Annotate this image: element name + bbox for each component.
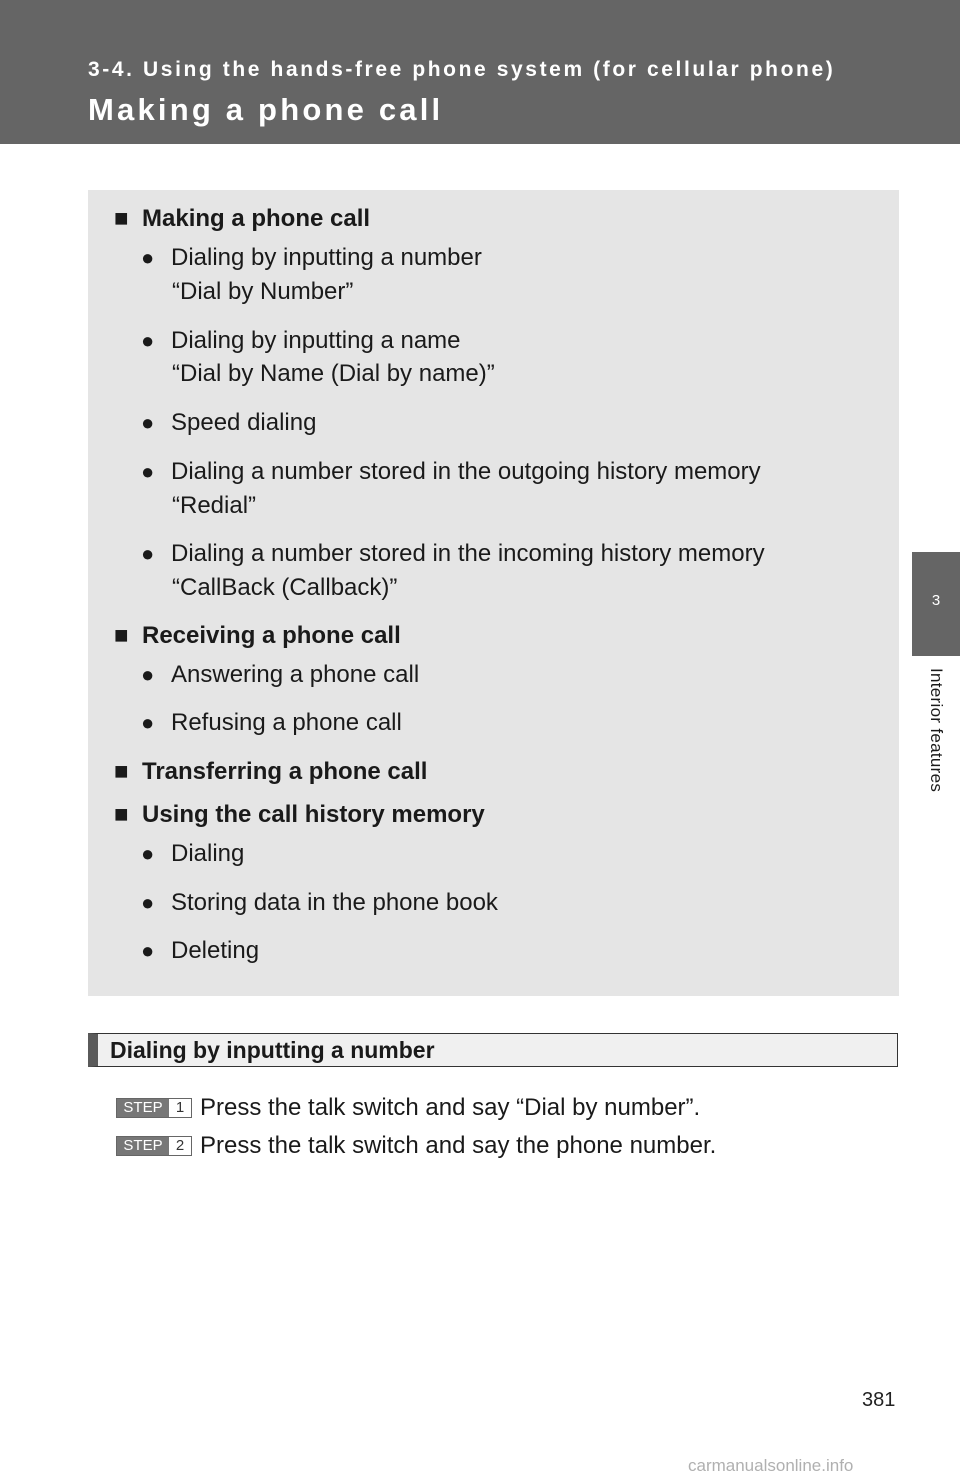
summary-heading-receiving: ■ Receiving a phone call <box>114 622 401 649</box>
step-text: Press the talk switch and say the phone number. <box>200 1132 717 1159</box>
step-text: Press the talk switch and say “Dial by number”. <box>200 1094 701 1121</box>
watermark: carmanualsonline.info <box>688 1456 854 1475</box>
bullet-icon: ● <box>141 541 155 566</box>
list-item: ● Refusing a phone call <box>141 709 402 736</box>
list-item: ● Dialing by inputting a name <box>141 327 461 354</box>
bullet-icon: ● <box>141 410 155 435</box>
section-heading-dialing <box>88 1033 898 1067</box>
chapter-tab: 3 <box>912 552 960 656</box>
bullet-icon: ● <box>141 710 155 735</box>
list-item: ● Answering a phone call <box>141 661 420 688</box>
summary-heading-history: ■ Using the call history memory <box>114 801 485 828</box>
section-title: 3-4. Using the hands-free phone system (for cellular phone) <box>88 58 836 81</box>
list-item-subtext: “Dial by Number” <box>172 278 354 305</box>
list-item-subtext: “Redial” <box>172 492 257 519</box>
list-item: ● Dialing a number stored in the incoming history memory <box>141 540 765 567</box>
page-number: 381 <box>862 1389 896 1411</box>
list-item: ● Dialing by inputting a number <box>141 244 482 271</box>
summary-heading-making: ■ Making a phone call <box>114 205 371 232</box>
square-bullet-icon: ■ <box>114 801 129 828</box>
bullet-icon: ● <box>141 890 155 915</box>
square-bullet-icon: ■ <box>114 622 129 649</box>
step-badge: STEP 1 <box>116 1098 192 1118</box>
square-bullet-icon: ■ <box>114 758 129 785</box>
list-item: ● Deleting <box>141 937 260 964</box>
page-title: Making a phone call <box>88 92 444 127</box>
list-item-subtext: “Dial by Name (Dial by name)” <box>172 360 495 387</box>
bullet-icon: ● <box>141 662 155 687</box>
chapter-label: Interior features <box>927 668 946 793</box>
bullet-icon: ● <box>141 245 155 270</box>
square-bullet-icon: ■ <box>114 205 129 232</box>
list-item: ● Storing data in the phone book <box>141 889 498 916</box>
summary-heading-transferring: ■ Transferring a phone call <box>114 758 428 785</box>
page-header <box>0 0 960 144</box>
step-badge: STEP 2 <box>116 1136 192 1156</box>
list-item: ● Dialing a number stored in the outgoing history memory <box>141 458 761 485</box>
list-item: ● Dialing <box>141 840 245 867</box>
list-item-subtext: “CallBack (Callback)” <box>172 574 398 601</box>
section-heading-text: Dialing by inputting a number <box>110 1037 435 1063</box>
bullet-icon: ● <box>141 938 155 963</box>
summary-box <box>88 190 899 996</box>
bullet-icon: ● <box>141 459 155 484</box>
bullet-icon: ● <box>141 841 155 866</box>
bullet-icon: ● <box>141 328 155 353</box>
list-item: ● Speed dialing <box>141 409 317 436</box>
